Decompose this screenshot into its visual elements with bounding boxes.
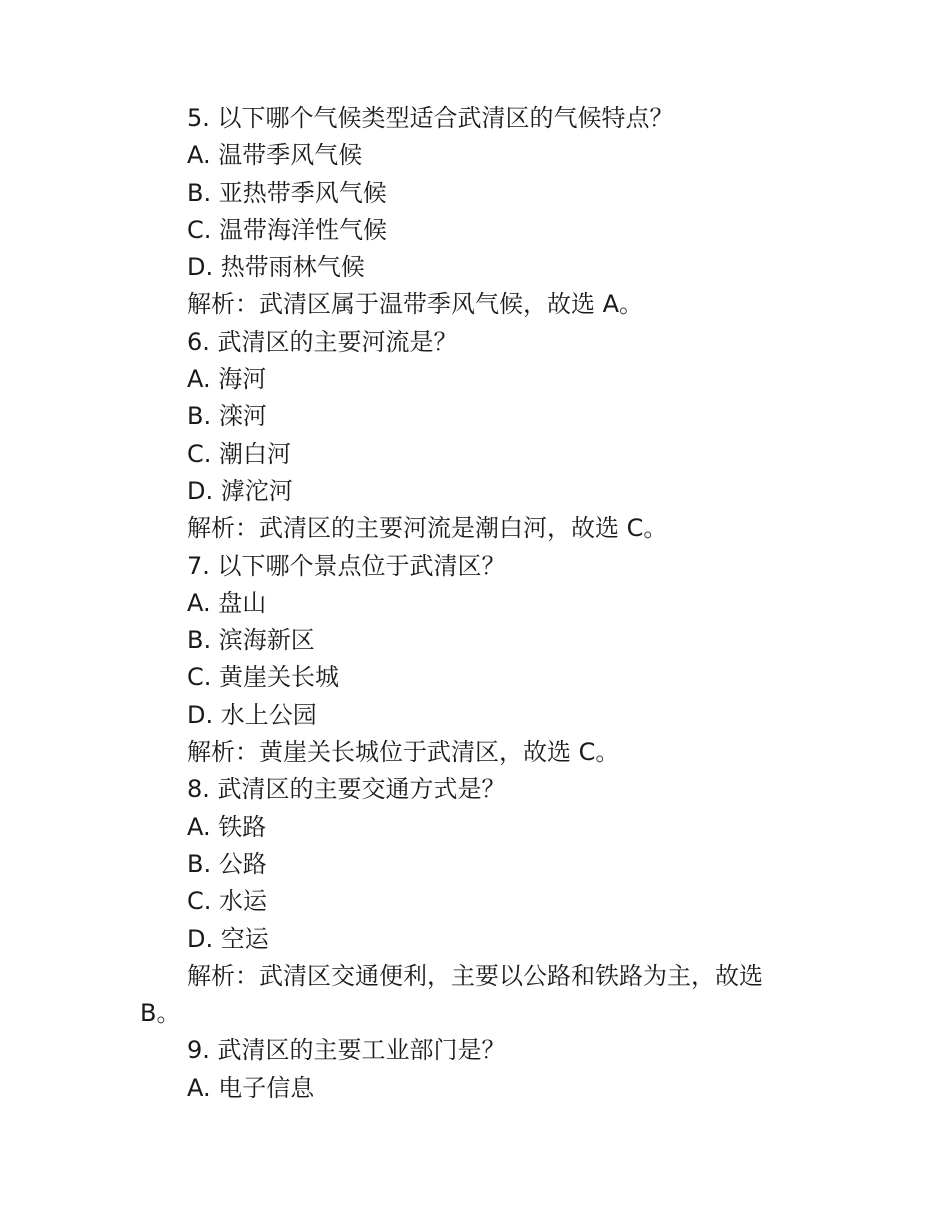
question-9-option-a: A. 电子信息 [187, 1073, 315, 1102]
question-5-option-d: D. 热带雨林气候 [187, 253, 365, 282]
question-6-option-c: C. 潮白河 [187, 439, 292, 468]
question-7-option-b: B. 滨海新区 [187, 626, 315, 655]
question-6: 6. 武清区的主要河流是？ [187, 327, 458, 356]
question-7-option-d: D. 水上公园 [187, 700, 317, 729]
question-5-option-b: B. 亚热带季风气候 [187, 178, 387, 207]
question-8-analysis-line-2: B。 [140, 999, 181, 1028]
question-5-option-c: C. 温带海洋性气候 [187, 215, 388, 244]
question-6-option-a: A. 海河 [187, 365, 267, 394]
question-8-option-d: D. 空运 [187, 924, 269, 953]
question-8-analysis-line-1: 解析：武清区交通便利，主要以公路和铁路为主，故选 [187, 961, 763, 990]
question-5: 5. 以下哪个气候类型适合武清区的气候特点？ [187, 104, 674, 132]
question-6-analysis: 解析：武清区的主要河流是潮白河，故选 C。 [187, 514, 668, 543]
question-7-option-c: C. 黄崖关长城 [187, 663, 340, 692]
question-8-option-a: A. 铁路 [187, 812, 267, 841]
question-9: 9. 武清区的主要工业部门是？ [187, 1036, 506, 1065]
question-8: 8. 武清区的主要交通方式是？ [187, 775, 506, 804]
question-7: 7. 以下哪个景点位于武清区？ [187, 551, 506, 580]
question-6-option-b: B. 滦河 [187, 402, 267, 431]
question-8-option-b: B. 公路 [187, 849, 267, 878]
question-7-analysis: 解析：黄崖关长城位于武清区，故选 C。 [187, 738, 620, 767]
question-6-option-d: D. 滹沱河 [187, 476, 293, 505]
question-7-option-a: A. 盘山 [187, 588, 267, 617]
document-content [140, 100, 800, 1107]
question-8-option-c: C. 水运 [187, 887, 268, 916]
question-5-option-a: A. 温带季风气候 [187, 141, 363, 170]
question-5-analysis: 解析：武清区属于温带季风气候，故选 A。 [187, 290, 644, 319]
